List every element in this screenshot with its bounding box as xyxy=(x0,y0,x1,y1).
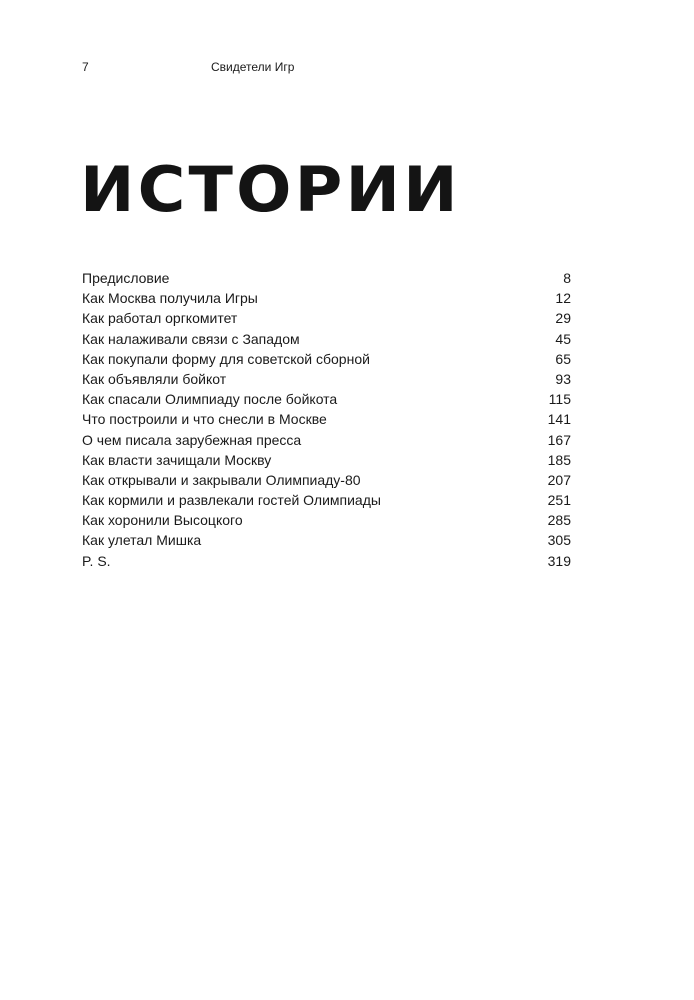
toc-entry-page: 8 xyxy=(563,270,571,286)
toc-entry-page: 65 xyxy=(555,350,571,367)
toc-entry-title: Что построили и что снесли в Москве xyxy=(82,411,327,428)
toc-entry-title: Как работал оргкомитет xyxy=(82,310,238,327)
toc-entry xyxy=(82,349,571,369)
toc-entry-title: Как покупали форму для советской сборной xyxy=(82,350,370,367)
toc-entry xyxy=(82,308,571,328)
toc-entry-title: Как хоронили Высоцкого xyxy=(82,512,243,529)
toc-entry-page: 141 xyxy=(547,411,571,428)
toc-entry xyxy=(82,288,571,308)
toc-entry-page: 185 xyxy=(547,451,571,468)
toc-entry xyxy=(82,450,571,470)
toc-entry xyxy=(82,551,571,571)
section-title: ИСТОРИИ xyxy=(80,153,461,226)
toc-entry-page: 167 xyxy=(547,431,571,448)
book-title: Свидетели Игр xyxy=(211,60,295,74)
toc-entry xyxy=(82,530,571,550)
toc-entry-title: Как налаживали связи с Западом xyxy=(82,330,300,347)
toc-entry-page: 251 xyxy=(547,492,571,509)
toc-entry-page: 12 xyxy=(555,290,571,307)
toc-entry-title: О чем писала зарубежная пресса xyxy=(82,431,302,448)
toc-entry-page: 305 xyxy=(547,532,571,549)
toc-entry-page: 207 xyxy=(547,471,571,488)
toc-entry-title: Как открывали и закрывали Олимпиаду-80 xyxy=(82,471,361,488)
toc-entry xyxy=(82,389,571,409)
toc-entry-title: Как Москва получила Игры xyxy=(82,290,258,307)
toc-entry xyxy=(82,430,571,450)
toc-entry xyxy=(82,268,571,288)
table-of-contents xyxy=(82,268,571,571)
toc-entry-title: Как объявляли бойкот xyxy=(82,370,227,387)
toc-entry-title: P. S. xyxy=(82,552,111,569)
toc-entry xyxy=(82,369,571,389)
running-head xyxy=(0,58,694,76)
toc-entry xyxy=(82,490,571,510)
toc-entry-page: 285 xyxy=(547,512,571,529)
toc-entry xyxy=(82,510,571,530)
toc-entry-title: Предисловие xyxy=(82,270,170,286)
toc-entry-page: 319 xyxy=(547,552,571,569)
toc-entry-title: Как власти зачищали Москву xyxy=(82,451,272,468)
toc-entry-page: 29 xyxy=(555,310,571,327)
toc-entry-title: Как спасали Олимпиаду после бойкота xyxy=(82,391,338,408)
toc-entry-page: 45 xyxy=(555,330,571,347)
page-number: 7 xyxy=(82,60,89,74)
toc-entry xyxy=(82,470,571,490)
toc-entry-page: 115 xyxy=(548,391,571,408)
toc-entry-page: 93 xyxy=(555,370,571,387)
toc-entry xyxy=(82,329,571,349)
toc-entry-title: Как кормили и развлекали гостей Олимпиады xyxy=(82,492,381,509)
toc-entry xyxy=(82,409,571,429)
toc-entry-title: Как улетал Мишка xyxy=(82,532,202,549)
